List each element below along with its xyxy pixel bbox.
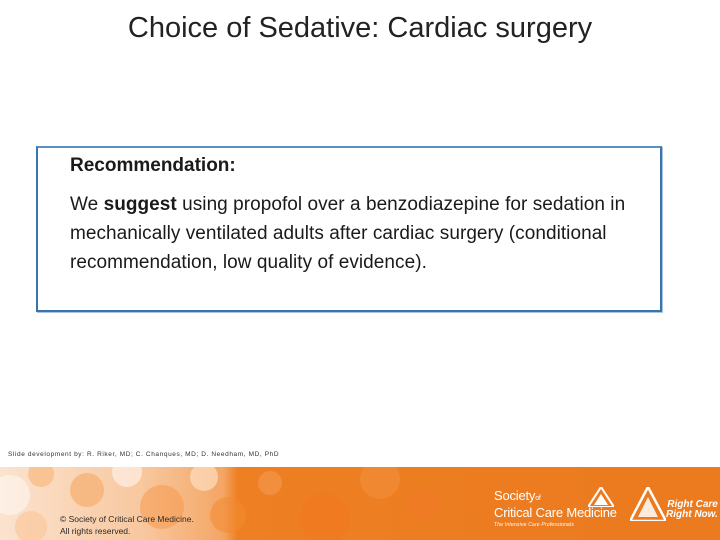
copyright-line-1: © Society of Critical Care Medicine. xyxy=(60,514,194,524)
decor-bubble xyxy=(410,491,440,521)
slide-credit: Slide development by: R. Riker, MD; C. Chanques, MD; D. Needham, MD, PhD xyxy=(8,451,280,458)
decor-bubble xyxy=(112,467,142,487)
rcrn-logo-icon xyxy=(630,487,666,521)
decor-bubble xyxy=(360,467,400,499)
decor-bubble xyxy=(15,511,47,540)
recommendation-text xyxy=(70,190,630,277)
rcrn-logo xyxy=(666,500,718,520)
decor-bubble xyxy=(190,467,218,491)
sccm-tagline: The Intensive Care Professionals xyxy=(494,522,575,528)
slide-title: Choice of Sedative: Cardiac surgery xyxy=(127,12,593,44)
copyright-line-2: All rights reserved. xyxy=(60,526,131,536)
decor-bubble xyxy=(28,467,54,487)
decor-bubble xyxy=(210,497,246,533)
rcrn-line-1: Right Care xyxy=(667,499,718,510)
decor-bubble xyxy=(0,475,30,515)
footer-banner xyxy=(0,467,720,540)
recommendation-prefix: We xyxy=(70,194,104,215)
rcrn-line-2: Right Now. xyxy=(666,509,718,520)
decor-bubble xyxy=(70,473,104,507)
decor-bubble xyxy=(258,471,282,495)
recommendation-body: using propofol over a benzodiazepine for sedation in mechanically ventilated adults after cardiac surgery (conditional recommendation, low quality of evidence). xyxy=(70,194,626,273)
copyright-notice xyxy=(60,513,194,537)
sccm-logo xyxy=(494,489,617,528)
sccm-of: of xyxy=(535,495,541,502)
recommendation-heading: Recommendation: xyxy=(70,155,236,176)
recommendation-box xyxy=(36,146,662,312)
recommendation-strength: suggest xyxy=(103,194,177,215)
sccm-society: Society xyxy=(494,488,536,503)
sccm-name: Critical Care Medicine xyxy=(494,505,617,520)
decor-bubble xyxy=(300,493,350,540)
